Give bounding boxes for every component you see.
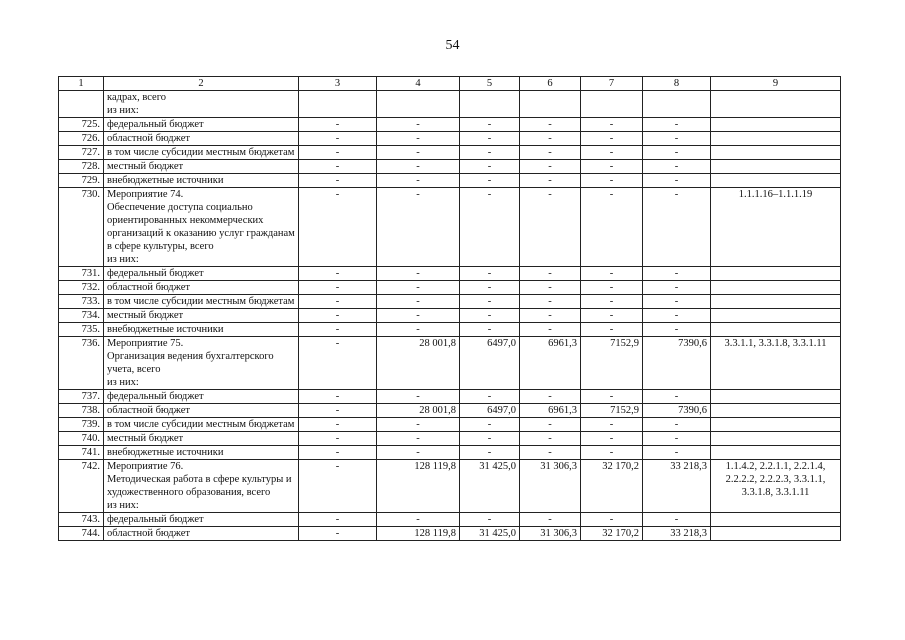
col4-cell: 128 119,8 [377,460,460,513]
table-row [59,418,841,432]
col6-cell: - [520,146,581,160]
item-name-cell: в том числе субсидии местным бюджетам [104,146,299,160]
col6-cell: - [520,281,581,295]
col6-cell: - [520,188,581,267]
col3-cell [299,91,377,118]
col7-cell: - [581,267,643,281]
col8-cell: 7390,6 [643,404,711,418]
table-row [59,188,841,267]
col7-cell: - [581,132,643,146]
indicator-ref-cell [711,418,841,432]
col5-cell: - [460,323,520,337]
col8-cell: - [643,174,711,188]
col3-cell: - [299,174,377,188]
indicator-ref-cell [711,118,841,132]
table-row [59,390,841,404]
col6-cell: - [520,295,581,309]
col4-cell: - [377,295,460,309]
col3-cell: - [299,337,377,390]
row-number-cell: 744. [59,527,104,541]
row-number-cell: 728. [59,160,104,174]
table-row [59,432,841,446]
col5-cell: - [460,295,520,309]
item-name-cell: федеральный бюджет [104,513,299,527]
item-name-cell: областной бюджет [104,527,299,541]
col4-cell: - [377,174,460,188]
col5-cell: - [460,418,520,432]
col4-cell: - [377,188,460,267]
indicator-ref-cell [711,390,841,404]
row-number-cell: 725. [59,118,104,132]
col7-cell: - [581,418,643,432]
col8-cell: - [643,281,711,295]
col5-cell: - [460,432,520,446]
col8-cell: - [643,446,711,460]
col7-cell: - [581,146,643,160]
item-name-cell: федеральный бюджет [104,390,299,404]
item-name-cell: внебюджетные источники [104,446,299,460]
col4-cell: 28 001,8 [377,337,460,390]
col8-cell: 33 218,3 [643,527,711,541]
col5-cell: - [460,446,520,460]
row-number-cell: 737. [59,390,104,404]
col8-cell [643,91,711,118]
col4-cell: - [377,118,460,132]
col4-cell: - [377,432,460,446]
col6-cell: 6961,3 [520,337,581,390]
col6-cell: - [520,132,581,146]
col3-cell: - [299,418,377,432]
indicator-ref-cell [711,174,841,188]
table-row [59,337,841,390]
row-number-cell: 729. [59,174,104,188]
col3-cell: - [299,432,377,446]
col4-cell: - [377,146,460,160]
col7-cell: - [581,390,643,404]
indicator-ref-cell [711,267,841,281]
col5-cell: - [460,513,520,527]
col8-cell: - [643,146,711,160]
col5-cell: - [460,281,520,295]
col7-cell: - [581,174,643,188]
item-name-cell: федеральный бюджет [104,118,299,132]
indicator-ref-cell [711,527,841,541]
col7-cell: 7152,9 [581,404,643,418]
col8-cell: 7390,6 [643,337,711,390]
table-row [59,132,841,146]
col3-cell: - [299,281,377,295]
header-cell: 2 [104,77,299,91]
col3-cell: - [299,146,377,160]
col5-cell: - [460,267,520,281]
col5-cell: 6497,0 [460,337,520,390]
item-name-cell: Мероприятие 76. Методическая работа в сфере культуры и художественного образования, всего из них: [104,460,299,513]
page-number: 54 [445,38,460,53]
col3-cell: - [299,267,377,281]
col8-cell: - [643,160,711,174]
col3-cell: - [299,118,377,132]
header-cell: 6 [520,77,581,91]
col6-cell: - [520,267,581,281]
item-name-cell: местный бюджет [104,309,299,323]
col6-cell: - [520,174,581,188]
table-row [59,174,841,188]
item-name-cell: кадрах, всего из них: [104,91,299,118]
col8-cell: - [643,118,711,132]
col3-cell: - [299,446,377,460]
row-number-cell: 735. [59,323,104,337]
col4-cell [377,91,460,118]
col4-cell: 128 119,8 [377,527,460,541]
item-name-cell: областной бюджет [104,404,299,418]
table-row [59,404,841,418]
table-row [59,295,841,309]
col4-cell: - [377,281,460,295]
table-row [59,446,841,460]
col3-cell: - [299,404,377,418]
col4-cell: - [377,513,460,527]
col8-cell: - [643,132,711,146]
col3-cell: - [299,390,377,404]
header-cell: 9 [711,77,841,91]
col3-cell: - [299,132,377,146]
header-cell: 1 [59,77,104,91]
col6-cell: - [520,390,581,404]
row-number-cell: 738. [59,404,104,418]
col5-cell: 31 425,0 [460,460,520,513]
col7-cell: 7152,9 [581,337,643,390]
col4-cell: - [377,323,460,337]
col3-cell: - [299,188,377,267]
col4-cell: 28 001,8 [377,404,460,418]
col7-cell: - [581,446,643,460]
row-number-cell [59,91,104,118]
table-row [59,460,841,513]
col6-cell: - [520,418,581,432]
col8-cell: - [643,323,711,337]
table-row [59,91,841,118]
row-number-cell: 726. [59,132,104,146]
col6-cell: - [520,118,581,132]
col8-cell: - [643,418,711,432]
indicator-ref-cell [711,91,841,118]
col5-cell: - [460,188,520,267]
col3-cell: - [299,160,377,174]
col3-cell: - [299,323,377,337]
col6-cell: - [520,513,581,527]
table-row [59,527,841,541]
col7-cell: 32 170,2 [581,460,643,513]
item-name-cell: местный бюджет [104,160,299,174]
col7-cell: - [581,160,643,174]
indicator-ref-cell [711,432,841,446]
row-number-cell: 734. [59,309,104,323]
indicator-ref-cell [711,323,841,337]
table-row [59,118,841,132]
col6-cell: 31 306,3 [520,460,581,513]
indicator-ref-cell: 3.3.1.1, 3.3.1.8, 3.3.1.11 [711,337,841,390]
col3-cell: - [299,460,377,513]
col8-cell: - [643,390,711,404]
header-cell: 3 [299,77,377,91]
col3-cell: - [299,527,377,541]
indicator-ref-cell [711,146,841,160]
col7-cell [581,91,643,118]
col5-cell [460,91,520,118]
table-row [59,160,841,174]
col7-cell: - [581,118,643,132]
col4-cell: - [377,267,460,281]
col7-cell: - [581,513,643,527]
item-name-cell: в том числе субсидии местным бюджетам [104,295,299,309]
col8-cell: - [643,432,711,446]
col6-cell: - [520,309,581,323]
item-name-cell: Мероприятие 74. Обеспечение доступа социально ориентированных некоммерческих организаций к оказанию услуг гражданам в сфере культуры, всего из них: [104,188,299,267]
col7-cell: - [581,323,643,337]
row-number-cell: 727. [59,146,104,160]
col7-cell: - [581,309,643,323]
table-row [59,281,841,295]
row-number-cell: 733. [59,295,104,309]
row-number-cell: 739. [59,418,104,432]
item-name-cell: Мероприятие 75. Организация ведения бухгалтерского учета, всего из них: [104,337,299,390]
item-name-cell: в том числе субсидии местным бюджетам [104,418,299,432]
row-number-cell: 730. [59,188,104,267]
header-cell: 4 [377,77,460,91]
table-row [59,267,841,281]
item-name-cell: федеральный бюджет [104,267,299,281]
indicator-ref-cell [711,160,841,174]
item-name-cell: областной бюджет [104,132,299,146]
header-cell: 7 [581,77,643,91]
item-name-cell: внебюджетные источники [104,323,299,337]
indicator-ref-cell [711,309,841,323]
col8-cell: - [643,295,711,309]
indicator-ref-cell [711,446,841,460]
col5-cell: 6497,0 [460,404,520,418]
col8-cell: - [643,188,711,267]
table-row [59,309,841,323]
col3-cell: - [299,513,377,527]
col6-cell: 6961,3 [520,404,581,418]
col7-cell: - [581,295,643,309]
col6-cell [520,91,581,118]
col3-cell: - [299,309,377,323]
col6-cell: - [520,432,581,446]
header-cell: 5 [460,77,520,91]
col5-cell: - [460,132,520,146]
indicator-ref-cell: 1.1.4.2, 2.2.1.1, 2.2.1.4, 2.2.2.2, 2.2.2.3, 3.3.1.1, 3.3.1.8, 3.3.1.11 [711,460,841,513]
row-number-cell: 740. [59,432,104,446]
col7-cell: - [581,281,643,295]
col5-cell: - [460,146,520,160]
col8-cell: - [643,267,711,281]
col5-cell: - [460,390,520,404]
col8-cell: - [643,309,711,323]
row-number-cell: 742. [59,460,104,513]
col7-cell: - [581,432,643,446]
col7-cell: 32 170,2 [581,527,643,541]
header-cell: 8 [643,77,711,91]
item-name-cell: областной бюджет [104,281,299,295]
col5-cell: - [460,174,520,188]
col5-cell: 31 425,0 [460,527,520,541]
col8-cell: - [643,513,711,527]
row-number-cell: 743. [59,513,104,527]
table-row [59,323,841,337]
col6-cell: - [520,446,581,460]
table-row [59,513,841,527]
table-row [59,146,841,160]
col4-cell: - [377,418,460,432]
indicator-ref-cell: 1.1.1.16–1.1.1.19 [711,188,841,267]
col7-cell: - [581,188,643,267]
col4-cell: - [377,390,460,404]
item-name-cell: внебюджетные источники [104,174,299,188]
col5-cell: - [460,160,520,174]
table-header-row [59,77,841,91]
indicator-ref-cell [711,513,841,527]
indicator-ref-cell [711,281,841,295]
row-number-cell: 732. [59,281,104,295]
row-number-cell: 736. [59,337,104,390]
col3-cell: - [299,295,377,309]
col6-cell: 31 306,3 [520,527,581,541]
col6-cell: - [520,160,581,174]
row-number-cell: 741. [59,446,104,460]
col4-cell: - [377,132,460,146]
col4-cell: - [377,446,460,460]
row-number-cell: 731. [59,267,104,281]
col4-cell: - [377,160,460,174]
col4-cell: - [377,309,460,323]
col5-cell: - [460,118,520,132]
budget-table [58,76,841,541]
item-name-cell: местный бюджет [104,432,299,446]
indicator-ref-cell [711,132,841,146]
indicator-ref-cell [711,404,841,418]
col6-cell: - [520,323,581,337]
col5-cell: - [460,309,520,323]
indicator-ref-cell [711,295,841,309]
col8-cell: 33 218,3 [643,460,711,513]
